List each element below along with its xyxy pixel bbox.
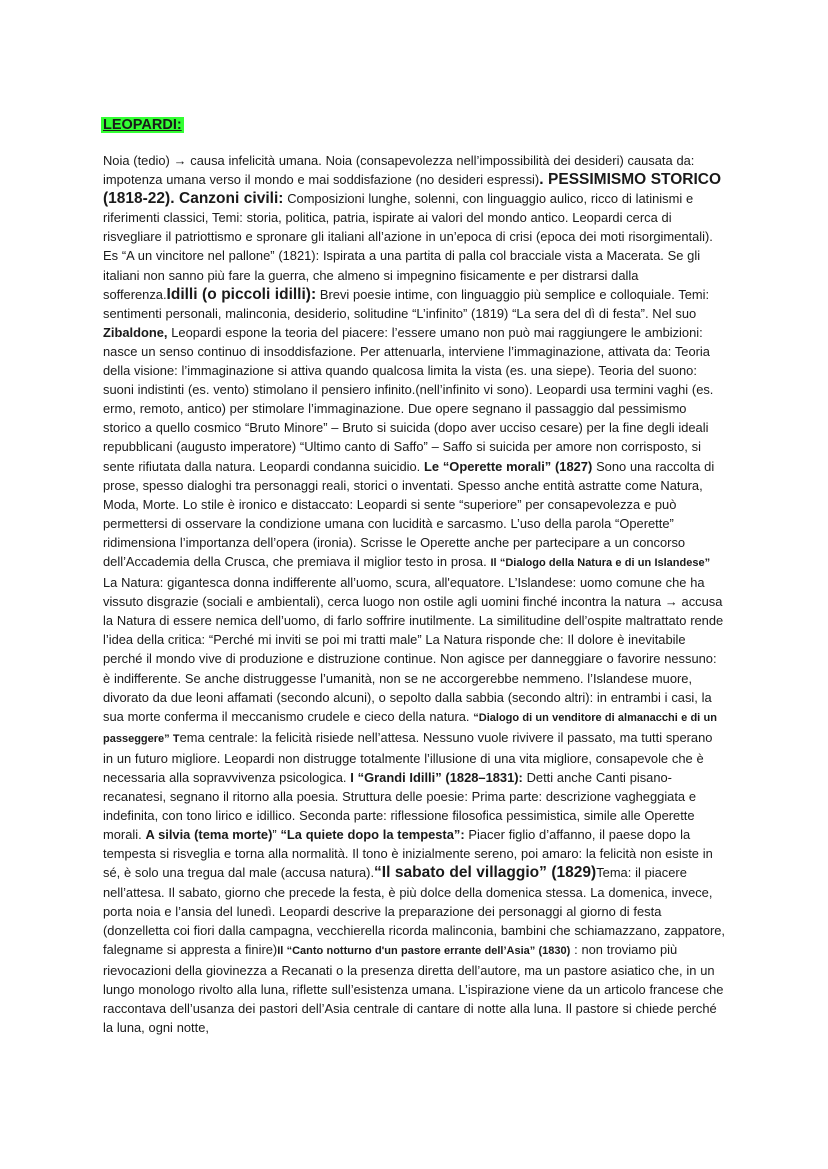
- body-text: ema centrale: la felicità risiede nell’attesa. Nessuno vuole rivivere il passato, ma tutti sperano in un futuro migliore. Leopardi non distrugge totalmente l’illusione di una vita migliore, consapevole che è necessaria alla sopravvivenza psicologica.: [103, 729, 713, 785]
- emphasized-text: A silvia (tema morte): [145, 827, 273, 843]
- body-text: La Natura: gigantesca donna indifferente all’uomo, scura, all'equatore. L’Islandese: uomo comune che ha vissuto disgrazie (sociali e ambientali), cerca luogo non ostile agli uomini finché incontra la natura → accusa la Natura di essere nemica dell’uomo, di farlo soffrire inutilmente. La similitudine dell’ospite maltrattato rende l’idea della critica: “Perché mi inviti se poi mi tratti male” La Natura risponde che: Il dolore è inevitabile perché il mondo vive di produzione e distruzione continue. Non agisce per danneggiare o favorire nessuno: è indifferente. Se anche distruggesse l’umanità, non se ne accorgerebbe nemmeno. l’Islandese muore, divorato da due leoni affamati (secondo alcuni), o sepolto dalla sabbia (secondo altri): in entrambi i casi, la sua morte conferma il meccanismo crudele e cieco della natura.: [103, 575, 724, 724]
- emphasized-text: Il “Canto notturno d'un pastore errante dell’Asia” (1830): [277, 944, 571, 957]
- emphasized-text: “Il sabato del villaggio” (1829): [374, 864, 597, 882]
- body-text: Sono una raccolta di prose, spesso dialoghi tra personaggi reali, storici o inventati. Spesso anche entità astratte come Natura, Moda, Morte. Lo stile è ironico e distaccato: Leopardi si sente “superiore” per consapevolezza e può permettersi di osservare la condizione umana con lucidità e sarcasmo. L’uso della parola “Operette” ridimensiona l’importanza dell’opera (ironia). Scrisse le Operette anche per partecipare a un concorso dell’Accademia della Crusca, che premiava il miglior testo in prosa.: [103, 458, 715, 569]
- emphasized-text: Zibaldone,: [103, 324, 168, 340]
- emphasized-text: “La quiete dopo la tempesta”:: [280, 827, 465, 843]
- body-text: Piacer figlio d’affanno, il paese dopo la tempesta si risveglia e torna alla normalità. Il tono è inizialmente sereno, poi amaro: la felicità non esiste in sé, è solo una tregua dal male (accusa natura).: [103, 827, 713, 881]
- body-text: Tema: il piacere nell’attesa. Il sabato, giorno che precede la festa, è più dolce della domenica stessa. La domenica, invece, porta noia e l’ansia del lunedì. Leopardi descrive la preparazione dei personaggi al giorno di festa (donzelletta coi fiori dalla campagna, vecchierella ricorda malinconia, bambini che schiamazzano, zappatore, falegname si appresta a finire): [103, 865, 725, 957]
- emphasized-text: Il “Dialogo della Natura e di un Islandese”: [490, 556, 711, 569]
- body-text: Detti anche Canti pisano-recanatesi, segnano il ritorno alla poesia. Struttura delle poesie: Prima parte: descrizione vagheggiata e indefinita, con tono lirico e idillico. Seconda parte: riflessione filosofica pessimistica, simile alle Operette morali.: [103, 770, 697, 843]
- emphasized-text: Le “Operette morali” (1827): [424, 458, 593, 474]
- body-paragraph: [103, 151, 725, 1037]
- body-text: ”: [272, 827, 281, 843]
- emphasized-text: “Dialogo di un venditore di almanacchi e di un passeggere” T: [103, 711, 717, 745]
- emphasized-text: I “Grandi Idilli” (1828–1831):: [350, 770, 523, 785]
- emphasized-text: Idilli (o piccoli idilli):: [166, 285, 317, 303]
- section-heading: [101, 116, 184, 134]
- body-text: : non troviamo più rievocazioni della giovinezza a Recanati o la presenza diretta dell’autore, ma un pastore asiatico che, in un lungo monologo rivolto alla luna, riflette sull’esistenza umana. L’ispirazione viene da un articolo francese che raccontava dell’usanza dei pastori dell’Asia centrale di cantare di notte alla luna. Il pastore si chiede perché la luna, ogni notte,: [103, 941, 724, 1036]
- highlighted-title: LEOPARDI:: [103, 117, 182, 133]
- body-text: Brevi poesie intime, con linguaggio più semplice e colloquiale. Temi: sentimenti personali, malinconia, desiderio, solitudine “L’infinito” (1819) “La sera del dì di festa”. Nel suo: [103, 286, 710, 321]
- body-text: Noia (tedio) → causa infelicità umana. Noia (consapevolezza nell’impossibilità dei desideri) causata da: impotenza umana verso il mondo e mai soddisfazione (no desideri espressi): [103, 153, 695, 188]
- body-text: Composizioni lunghe, solenni, con linguaggio aulico, ricco di latinismi e riferimenti classici, Temi: storia, politica, patria, ispirate ai valori del mondo antico. Leopardi cerca di risvegliare il patriottismo e spronare gli italiani all’azione in un’epoca di crisi (epoca dei moti risorgimentali). Es “A un vincitore nel pallone” (1821): Ispirata a una partita di palla col bracciale vista a Macerata. Se gli italiani non sanno più fare la guerra, che almeno si impegnino fisicamente e per distrarsi dalla sofferenza.: [103, 191, 713, 302]
- emphasized-text: . PESSIMISMO STORICO (1818-22). Canzoni civili:: [103, 171, 722, 208]
- body-text: Leopardi espone la teoria del piacere: l’essere umano non può mai raggiungere le ambizioni: nasce un senso continuo di insoddisfazione. Per attenuarla, interviene l’immaginazione, attivata da: Teoria della visione: l’immaginazione si attiva quando qualcosa limita la vista (es. una siepe). Teoria del suono: suoni indistinti (es. vento) stimolano il pensiero infinito.(nell’infinito vi sono). Leopardi usa termini vaghi (es. ermo, remoto, antico) per stimolare l’immaginazione. Due opere segnano il passaggio dal pessimismo storico a quello cosmico “Bruto Minore” – Bruto si suicida (dopo aver ucciso cesare) per la fine degli ideali repubblicani (augusto imperatore) “Ultimo canto di Saffo” – Saffo si suicida per amore non corrisposto, si sente rifiutata dalla natura. Leopardi condanna suicidio.: [103, 324, 714, 474]
